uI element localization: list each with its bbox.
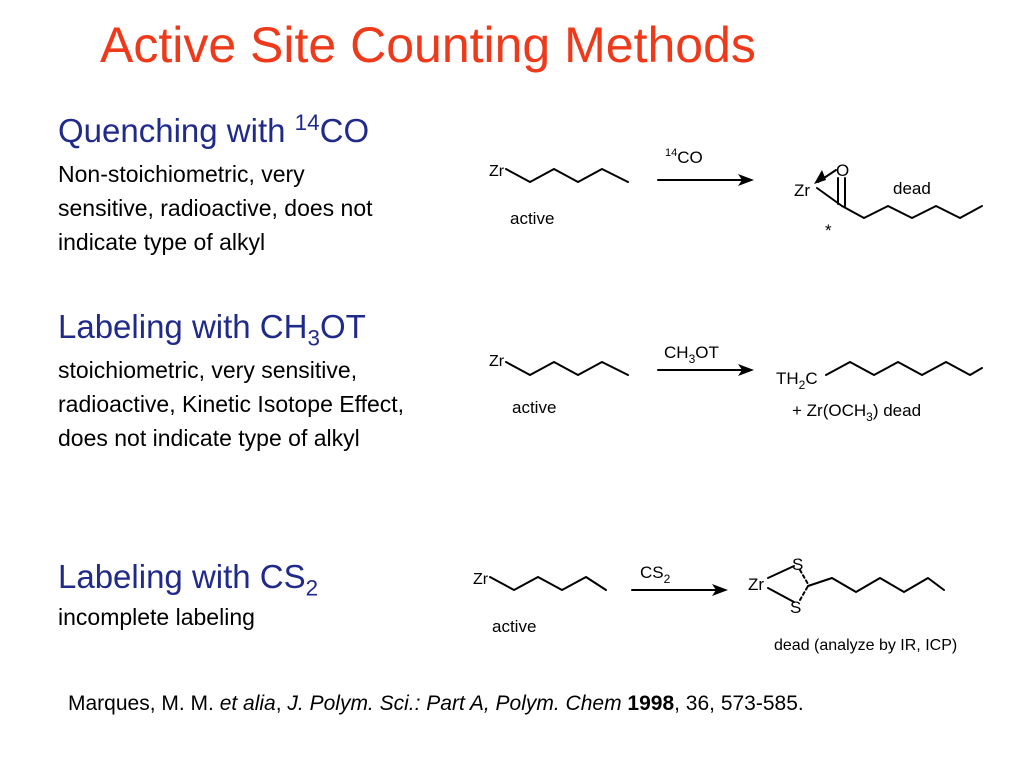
byproduct-subscript: 3	[866, 410, 873, 424]
state-label: dead	[893, 179, 931, 198]
citation-journal: J. Polym. Sci.: Part A, Polym. Chem	[287, 692, 622, 715]
state-label: active	[492, 617, 537, 636]
citation-year: 1998	[627, 692, 675, 715]
metal-label: Zr	[489, 353, 505, 370]
product-label	[776, 369, 818, 392]
citation-etal: et alia	[219, 692, 276, 715]
state-label: active	[510, 209, 555, 228]
reagent-label	[665, 147, 703, 167]
slide-title: Active Site Counting Methods	[100, 17, 756, 73]
alkyl-chain	[490, 577, 606, 590]
oxygen-label: O	[836, 161, 850, 180]
heading-text: OT	[319, 308, 366, 345]
zr-s-bond	[768, 566, 794, 578]
description-line: does not indicate type of alkyl	[58, 425, 360, 451]
reagent-text: CH	[664, 343, 689, 362]
metal-label: Zr	[473, 571, 489, 588]
reagent-subscript: 2	[663, 572, 671, 586]
description-line: stoichiometric, very sensitive,	[58, 357, 358, 383]
alkyl-chain	[826, 362, 982, 375]
byproduct-label	[792, 401, 921, 424]
metal-label: Zr	[489, 163, 505, 180]
description-line: incomplete labeling	[58, 604, 255, 630]
citation-rest: , 36, 573-585.	[674, 692, 804, 715]
product-text: TH	[776, 369, 799, 388]
product-text: C	[805, 369, 818, 388]
byproduct-text: + Zr(OCH	[792, 401, 867, 420]
heading-text: Quenching with	[58, 112, 295, 149]
reagent-text: CO	[677, 148, 703, 167]
reagent-superscript: 14	[665, 147, 678, 159]
heading-text: Labeling with CS	[58, 558, 306, 595]
description-line: indicate type of alkyl	[58, 229, 266, 255]
sulfur-label: S	[792, 555, 804, 574]
citation-separator: ,	[275, 692, 288, 715]
byproduct-text: ) dead	[872, 401, 922, 420]
sulfur-label: S	[790, 598, 802, 617]
citation-authors: Marques, M. M.	[68, 692, 220, 715]
arrow-head	[814, 170, 826, 184]
heading-text: CO	[319, 112, 370, 149]
heading-subscript: 2	[305, 575, 319, 601]
reagent-text: OT	[695, 343, 719, 362]
alkyl-chain	[842, 206, 982, 218]
description-line: sensitive, radioactive, does not	[58, 195, 373, 221]
citation	[68, 692, 804, 716]
alkyl-chain	[808, 578, 944, 592]
alkyl-chain	[506, 169, 628, 182]
state-label: dead (analyze by IR, ICP)	[774, 637, 958, 654]
metal-label: Zr	[748, 575, 765, 594]
isotope-star: *	[825, 221, 832, 240]
reagent-label	[640, 563, 671, 586]
reagent-text: CS	[640, 563, 664, 582]
description-line: Non-stoichiometric, very	[58, 161, 305, 187]
reagent-subscript: 3	[688, 352, 696, 366]
product-subscript: 2	[798, 378, 806, 392]
heading-text: Labeling with CH	[58, 308, 308, 345]
heading-subscript: 3	[307, 325, 320, 351]
description-line: radioactive, Kinetic Isotope Effect,	[58, 391, 405, 417]
metal-label: Zr	[794, 181, 811, 200]
reagent-label	[664, 343, 719, 366]
heading-superscript: 14	[294, 110, 320, 135]
alkyl-chain	[506, 362, 628, 375]
state-label: active	[512, 398, 557, 417]
